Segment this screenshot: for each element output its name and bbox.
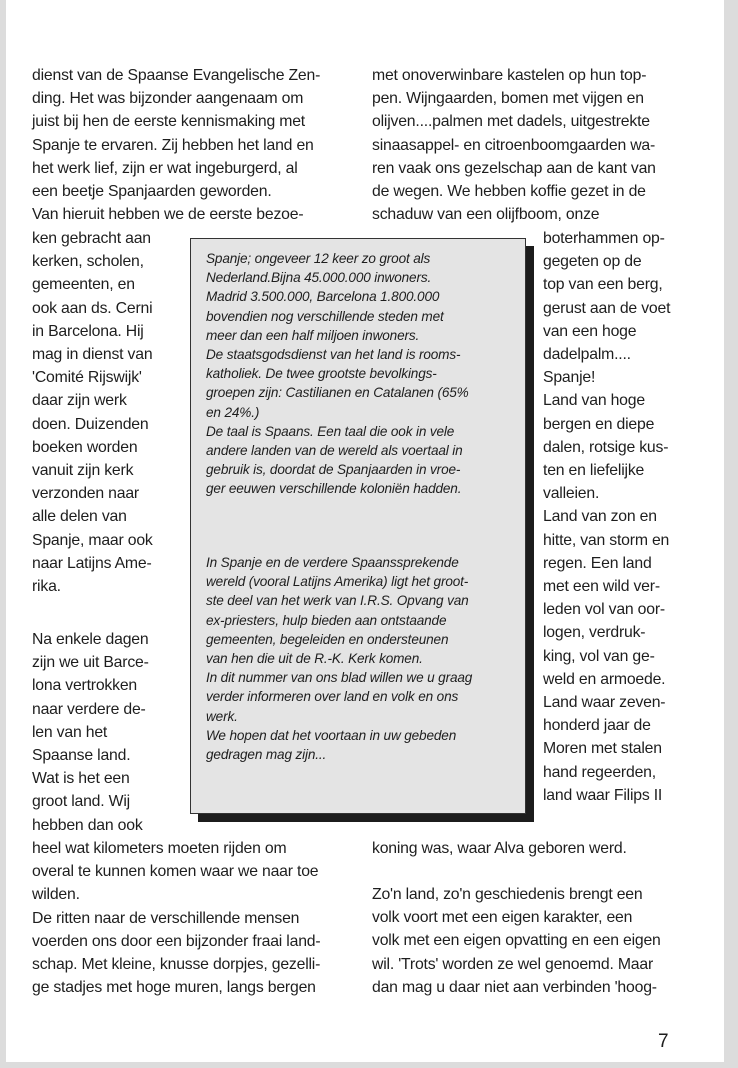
left-column-line: een beetje Spanjaarden geworden. [32,183,272,200]
info-box-line: meer dan een half miljoen inwoners. [206,327,420,343]
left-column-line: gemeenten, en [32,276,135,294]
info-box-line: We hopen dat het voortaan in uw gebeden [206,727,457,743]
right-column-line: wil. 'Trots' worden ze wel genoemd. Maar [372,955,654,973]
left-column-line: dienst van de Spaanse Evangelische Zen- [32,67,321,84]
info-box-line: De staatsgodsdienst van het land is rooms- [206,347,461,362]
right-column-line: ren vaak ons gezelschap aan de kant van [372,159,656,177]
right-column-line: logen, verdruk- [543,624,646,642]
page [6,0,724,1062]
right-column-line: top van een berg, [543,276,663,294]
left-column-line: juist bij hen de eerste kennismaking met [32,113,305,131]
info-box-line: wereld (vooral Latijns Amerika) ligt het groot- [206,574,469,590]
info-box-line: ex-priesters, hulp bieden aan ontstaande [206,612,447,628]
info-box-line: en 24%.) [206,404,260,420]
left-column-line: Na enkele dagen [32,631,149,648]
left-column-line: heel wat kilometers moeten rijden om [32,840,287,857]
info-box-line: van hen die uit de R.-K. Kerk komen. [206,651,423,666]
left-column-line: hebben dan ook [32,816,143,834]
right-column-line: volk met een eigen opvatting en een eigen [372,932,661,950]
info-box-line: andere landen van de wereld als voertaal in [206,443,463,458]
left-column-line: Van hieruit hebben we de eerste bezoe- [32,206,304,224]
left-column-line: Wat is het een [32,770,130,788]
right-column-line: Moren met stalen [543,740,662,758]
info-box-line: werk. [206,708,238,724]
left-column-line: overal te kunnen komen waar we naar toe [32,863,319,881]
info-box-line: ste deel van het werk van I.R.S. Opvang van [206,593,469,609]
left-column-line: in Barcelona. Hij [32,322,144,340]
right-column-line: volk voort met een eigen karakter, een [372,909,633,927]
right-column-line: schaduw van een olijfboom, onze [372,206,600,224]
left-column-line: Spanje, maar ook [32,531,153,549]
left-column-line: kerken, scholen, [32,253,144,271]
left-column-line: verzonden naar [32,485,139,503]
info-box-line: In Spanje en de verdere Spaanssprekende [206,555,459,570]
left-column-line: De ritten naar de verschillende mensen [32,909,300,927]
left-column-line: vanuit zijn kerk [32,462,134,479]
right-column-line: dadelpalm.... [543,346,631,363]
right-column-line: koning was, waar Alva geboren werd. [372,840,627,857]
right-column-line: bergen en diepe [543,415,655,433]
right-column-line: gegeten op de [543,253,642,271]
right-column-line: ten en liefelijke [543,462,645,479]
right-column-line: met onoverwinbare kastelen op hun top- [372,67,647,84]
info-box-line: katholiek. De twee grootste bevolkings- [206,366,437,382]
info-box-line: gebruik is, doordat de Spanjaarden in vroe- [206,462,461,478]
left-column-line: doen. Duizenden [32,415,149,433]
info-box-line: Spanje; ongeveer 12 keer zo groot als [206,251,431,266]
left-column-line: Spanje te ervaren. Zij hebben het land en [32,136,314,154]
right-column-line: dalen, rotsige kus- [543,438,669,456]
right-column-line: van een hoge [543,322,637,340]
right-column-line: pen. Wijngaarden, bomen met vijgen en [372,90,644,108]
info-box-line: bovendien nog verschillende steden met [206,308,444,324]
info-box-line: groepen zijn: Castilianen en Catalanen (65% [206,385,469,401]
left-column-line: naar Latijns Ame- [32,554,152,572]
info-box-line: De taal is Spaans. Een taal die ook in vele [206,423,455,439]
right-column-line: leden vol van oor- [543,601,665,619]
left-column-line: ook aan ds. Cerni [32,299,153,317]
right-column-line: Land waar zeven- [543,694,666,711]
left-column-line: ding. Het was bijzonder aangenaam om [32,90,304,108]
right-column-line: olijven....palmen met dadels, uitgestrekte [372,113,650,131]
right-column-line: dan mag u daar niet aan verbinden 'hoog- [372,978,657,996]
left-column-line: mag in dienst van [32,346,153,363]
left-column-line: schap. Met kleine, knusse dorpjes, gezelli- [32,956,321,973]
left-column-line: naar verdere de- [32,700,146,718]
page-number: 7 [658,1031,669,1052]
left-column-line: het werk lief, zijn er wat ingeburgerd, al [32,159,298,177]
info-box-line: Madrid 3.500.000, Barcelona 1.800.000 [206,289,440,305]
right-column-line: weld en armoede. [543,670,666,688]
left-column-line: daar zijn werk [32,392,127,410]
right-column-line: land waar Filips II [543,786,663,804]
left-column-line: ken gebracht aan [32,230,151,247]
left-column-line: lona vertrokken [32,677,138,695]
info-box-line: ger eeuwen verschillende koloniën hadden. [206,481,462,497]
right-column-line: regen. Een land [543,554,652,572]
info-box-line: Nederland.Bijna 45.000.000 inwoners. [206,270,432,286]
right-column-line: Land van hoge [543,392,645,410]
info-box-line: gemeenten, begeleiden en ondersteunen [206,631,449,647]
right-column-line: Spanje! [543,369,596,387]
right-column-line: valleien. [543,485,600,503]
left-column-line: alle delen van [32,508,127,526]
right-column-line: boterhammen op- [543,230,665,247]
right-column-line: king, vol van ge- [543,647,655,665]
right-column-line: Zo'n land, zo'n geschiedenis brengt een [372,886,643,903]
info-box [190,238,526,814]
right-column-line: hand regeerden, [543,763,656,781]
right-column-line: met een wild ver- [543,578,660,595]
left-column-line: wilden. [32,886,80,904]
info-box-line: gedragen mag zijn... [206,747,327,762]
right-column-line: Land van zon en [543,508,657,526]
right-column-line: sinaasappel- en citroenboomgaarden wa- [372,136,656,154]
left-column-line: voerden ons door een bijzonder fraai land- [32,932,321,950]
left-column-line: 'Comité Rijswijk' [32,369,142,387]
left-column-line: groot land. Wij [32,793,130,811]
info-box-line: In dit nummer van ons blad willen we u graag [206,670,473,686]
info-box-line: verder informeren over land en volk en ons [206,689,459,705]
left-column-line: Spaanse land. [32,747,131,764]
right-column-line: gerust aan de voet [543,299,671,317]
left-column-line: len van het [32,723,108,741]
left-column-line: boeken worden [32,438,138,456]
right-column-line: de wegen. We hebben koffie gezet in de [372,183,646,200]
right-column-line: honderd jaar de [543,717,651,735]
left-column-line: zijn we uit Barce- [32,654,149,672]
left-column-line: rika. [32,578,61,595]
left-column-line: ge stadjes met hoge muren, langs bergen [32,979,316,997]
right-column-line: hitte, van storm en [543,531,670,549]
